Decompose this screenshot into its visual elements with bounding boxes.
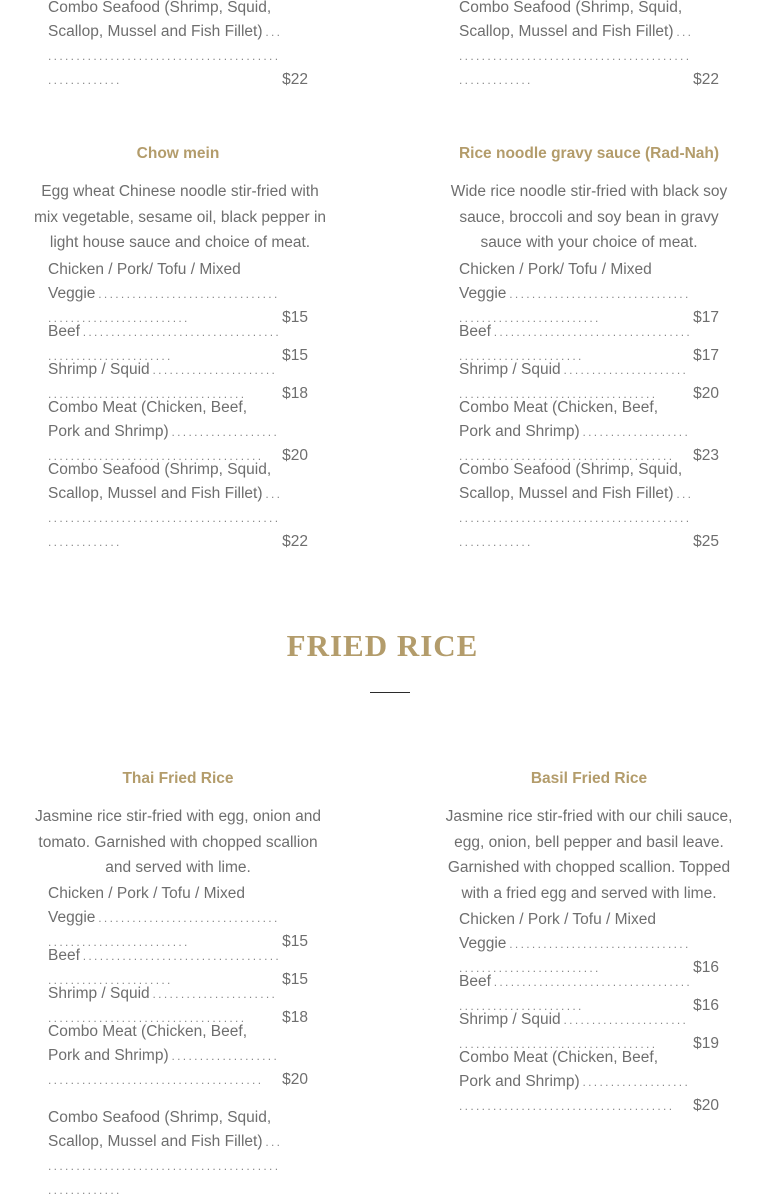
menu-item-price: $15 bbox=[282, 347, 308, 364]
menu-item-text: Chicken / Pork / Tofu / Mixed Veggie . . . bbox=[459, 908, 691, 980]
menu-item-text: Chicken / Pork/ Tofu / Mixed Veggie . . . bbox=[48, 258, 280, 330]
menu-item-text: Beef . . . bbox=[459, 970, 691, 1018]
menu-item-row bbox=[459, 1049, 719, 1118]
menu-item-text: Shrimp / Squid . . . bbox=[459, 358, 691, 406]
menu-item-price: $22 bbox=[693, 71, 719, 88]
menu-item-price: $20 bbox=[282, 1071, 308, 1088]
menu-item-text: Combo Seafood (Shrimp, Squid, Scallop, Mussel and Fish Fillet) . . . bbox=[459, 458, 691, 554]
menu-item-text: Shrimp / Squid . . . bbox=[459, 1008, 691, 1056]
menu-item-price: $16 bbox=[693, 959, 719, 976]
dish-title: Thai Fried Rice bbox=[122, 770, 234, 787]
dish-title: Rice noodle gravy sauce (Rad-Nah) bbox=[458, 145, 720, 162]
dish-title: Chow mein bbox=[136, 145, 220, 162]
menu-item-price: $20 bbox=[693, 385, 719, 402]
menu-item-row bbox=[48, 1023, 308, 1092]
heading-divider bbox=[370, 692, 410, 693]
dish-description: Wide rice noodle stir-fried with black soy sauce, broccoli and soy bean in gravy sauce with your choice of meat. bbox=[450, 183, 728, 251]
menu-item-text: Combo Seafood (Shrimp, Squid, Scallop, Mussel and Fish Fillet) . . . bbox=[48, 1106, 280, 1202]
dish-title: Basil Fried Rice bbox=[530, 770, 648, 787]
menu-item-price bbox=[693, 0, 719, 4]
menu-item-price: $15 bbox=[282, 309, 308, 326]
menu-item-price: $15 bbox=[282, 933, 308, 950]
menu-item-price: $22 bbox=[282, 533, 308, 550]
menu-item-price: $18 bbox=[282, 1009, 308, 1026]
menu-item-text: Combo Seafood (Shrimp, Squid, Scallop, Mussel and Fish Fillet) . . . bbox=[48, 458, 280, 554]
menu-item-text: Combo Seafood (Shrimp, Squid, Scallop, Mussel and Fish Fillet) . . . bbox=[48, 0, 280, 92]
menu-item-text: Beef . . . bbox=[48, 320, 280, 368]
menu-item-price bbox=[282, 0, 308, 4]
menu-item-row bbox=[459, 461, 719, 554]
menu-item-text: Shrimp / Squid . . . bbox=[48, 358, 280, 406]
menu-item-row bbox=[459, 0, 719, 92]
menu-item-text: Beef . . . bbox=[48, 944, 280, 992]
menu-item-price: $17 bbox=[693, 347, 719, 364]
menu-item-price: $22 bbox=[282, 71, 308, 88]
dish-description: Jasmine rice stir-fried with our chili sauce, egg, onion, bell pepper and basil leave. Garnished with chopped scallion. Topped with a fried egg and served with lime. bbox=[445, 808, 733, 902]
menu-item-text: Combo Meat (Chicken, Beef, Pork and Shrimp) . . . bbox=[459, 396, 691, 468]
menu-item-price: $15 bbox=[282, 971, 308, 988]
menu-item-price: $20 bbox=[693, 1097, 719, 1114]
menu-item-text: Shrimp / Squid . . . bbox=[48, 982, 280, 1030]
menu-item-price: $16 bbox=[693, 997, 719, 1014]
dish-description: Egg wheat Chinese noodle stir-fried with mix vegetable, sesame oil, black pepper in light house sauce and choice of meat. bbox=[33, 183, 327, 251]
menu-item-text: Combo Seafood (Shrimp, Squid, Scallop, Mussel and Fish Fillet) . . . bbox=[459, 0, 691, 92]
menu-item-text: Chicken / Pork/ Tofu / Mixed Veggie . . . bbox=[459, 258, 691, 330]
menu-item-text: Chicken / Pork / Tofu / Mixed Veggie . . . bbox=[48, 882, 280, 954]
menu-item-price: $23 bbox=[693, 447, 719, 464]
dish-description: Jasmine rice stir-fried with egg, onion and tomato. Garnished with chopped scallion and served with lime. bbox=[34, 808, 322, 876]
menu-item-price: $18 bbox=[282, 385, 308, 402]
menu-item-text: Beef . . . bbox=[459, 320, 691, 368]
menu-item-text: Combo Meat (Chicken, Beef, Pork and Shrimp) . . . bbox=[48, 1020, 280, 1092]
menu-item-price: $20 bbox=[282, 447, 308, 464]
menu-item-price: $19 bbox=[693, 1035, 719, 1052]
section-heading: FRIED RICE bbox=[286, 628, 479, 663]
menu-item-row bbox=[48, 0, 308, 92]
menu-item-price: $17 bbox=[693, 309, 719, 326]
menu-item-row bbox=[48, 1106, 308, 1150]
menu-item-price: $25 bbox=[693, 533, 719, 550]
menu-item-text: Combo Meat (Chicken, Beef, Pork and Shrimp) . . . bbox=[48, 396, 280, 468]
menu-item-text: Combo Meat (Chicken, Beef, Pork and Shrimp) . . . bbox=[459, 1046, 691, 1118]
menu-item-row bbox=[48, 461, 308, 554]
